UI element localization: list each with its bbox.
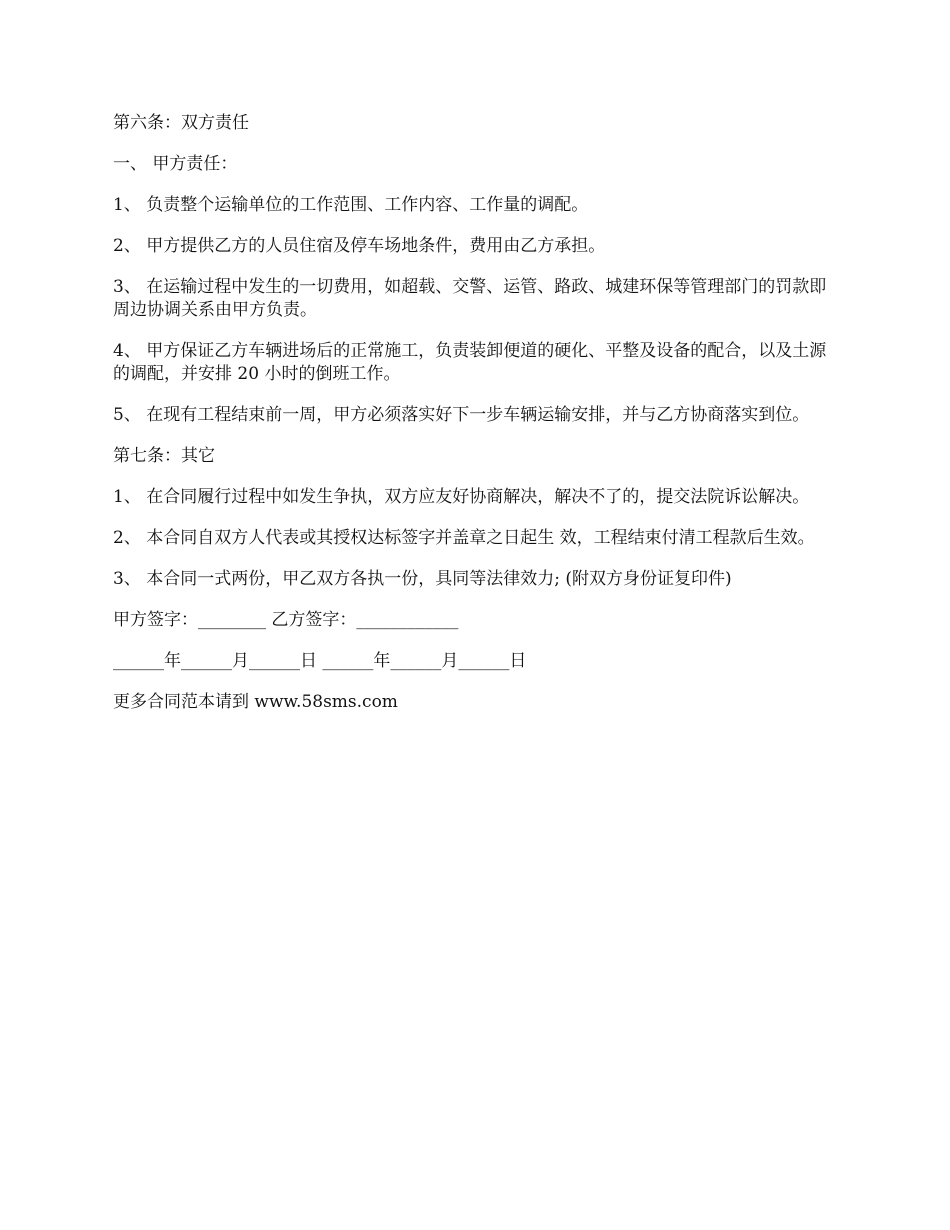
party-a-item-1: 1、 负责整个运输单位的工作范围、工作内容、工作量的调配。 (113, 195, 589, 215)
date-line: ______年______月______日 ______年______月______日 (113, 651, 527, 671)
party-a-item-2: 2、 甲方提供乙方的人员住宿及停车场地条件，费用由乙方承担。 (113, 236, 606, 256)
section-7-item-2: 2、 本合同自双方人代表或其授权达标签字并盖章之日起生 效，工程结束付清工程款后生效。 (113, 528, 815, 548)
section-6-title: 第六条：双方责任 (113, 113, 249, 133)
footer-note: 更多合同范本请到 www.58sms.com (113, 692, 398, 712)
section-7-title: 第七条：其它 (113, 446, 215, 466)
signature-line: 甲方签字：________ 乙方签字：____________ (113, 610, 459, 630)
document-body (113, 112, 837, 732)
party-a-item-4: 4、 甲方保证乙方车辆进场后的正常施工，负责装卸便道的硬化、平整及设备的配合，以及土源的调配，并安排 20 小时的倒班工作。 (113, 341, 827, 384)
section-7-item-3: 3、 本合同一式两份，甲乙双方各执一份，具同等法律效力; (附双方身份证复印件) (113, 569, 732, 589)
party-a-item-3: 3、 在运输过程中发生的一切费用，如超载、交警、运管、路政、城建环保等管理部门的罚款即周边协调关系由甲方负责。 (113, 277, 827, 320)
party-a-item-5: 5、 在现有工程结束前一周，甲方必须落实好下一步车辆运输安排，并与乙方协商落实到位。 (113, 405, 810, 425)
section-7-item-1: 1、 在合同履行过程中如发生争执，双方应友好协商解决，解决不了的，提交法院诉讼解决。 (113, 487, 810, 507)
party-a-responsibility-title: 一、 甲方责任： (113, 154, 238, 174)
